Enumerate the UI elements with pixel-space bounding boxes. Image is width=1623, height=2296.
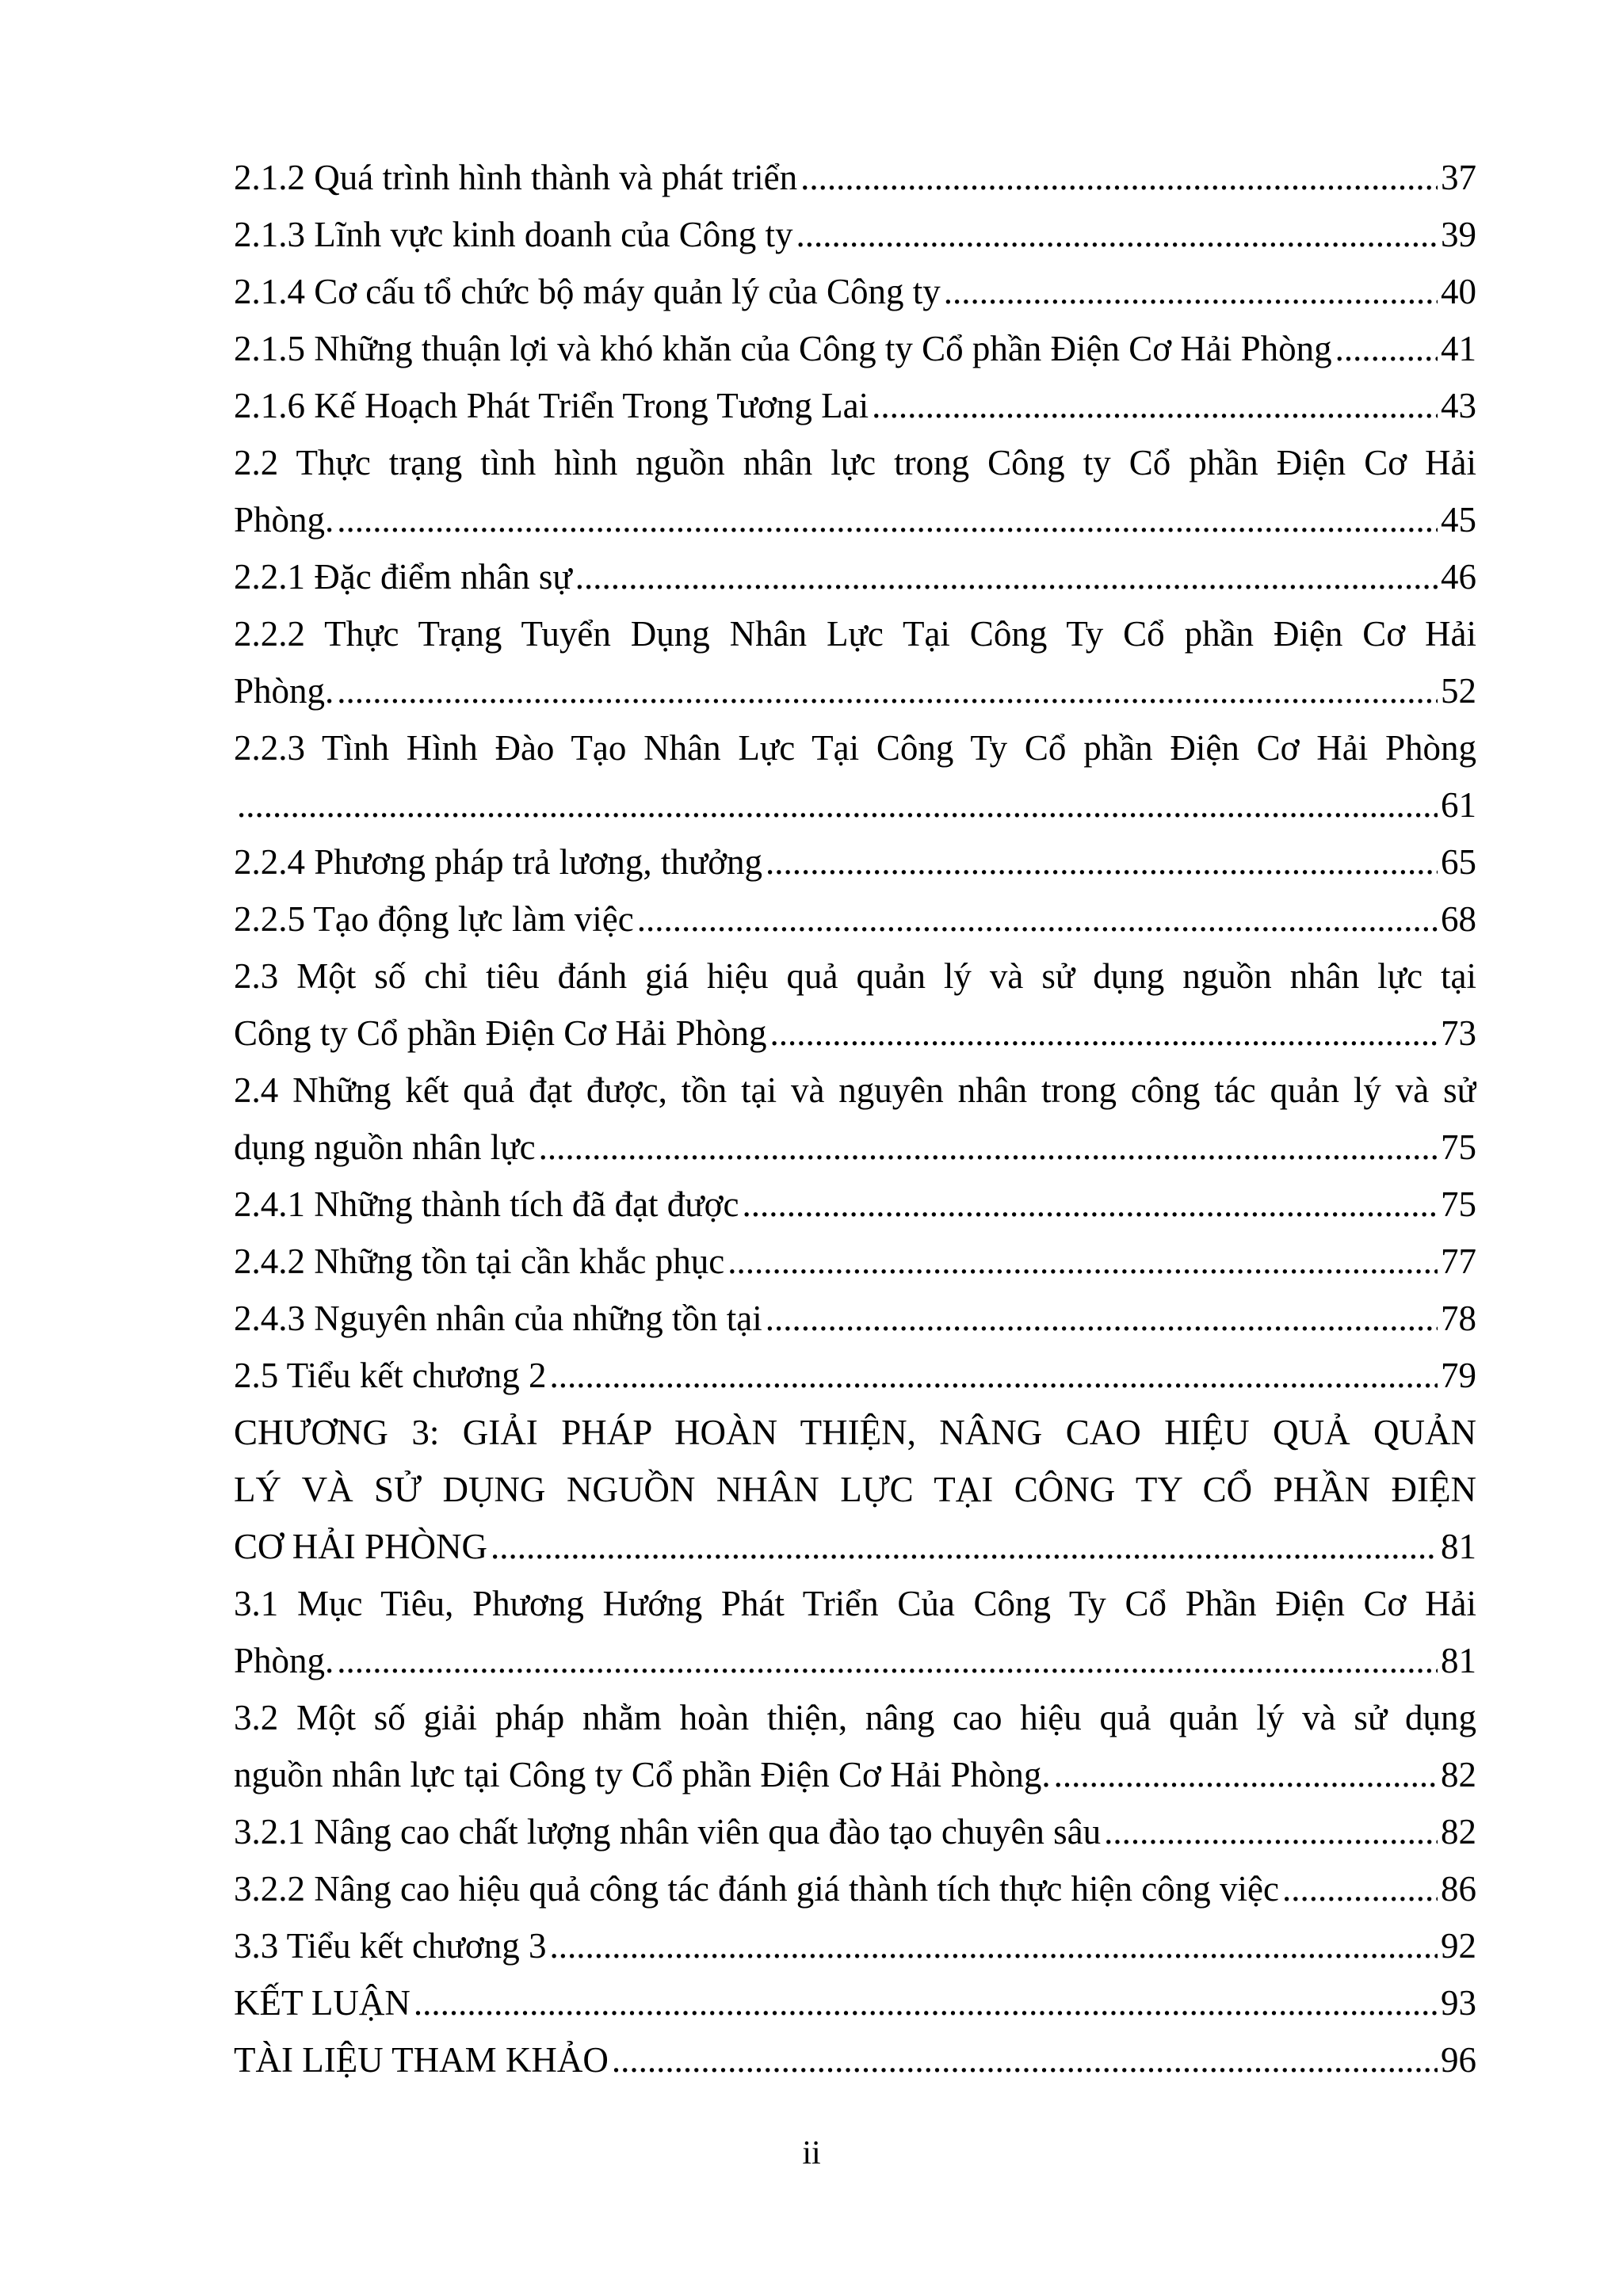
toc-page-number: 73 [1441, 1013, 1476, 1053]
toc-page-number: 81 [1441, 1527, 1476, 1566]
toc-entry-title: Phòng. [234, 1641, 334, 1680]
toc-entry[interactable] [234, 1746, 1476, 1803]
toc-entry[interactable] [234, 1518, 1476, 1575]
toc-entry[interactable] [234, 1917, 1476, 1974]
toc-entry-title: CƠ HẢI PHÒNG [234, 1527, 488, 1566]
toc-leader-dots [727, 1233, 1438, 1290]
toc-entry[interactable] [234, 206, 1476, 263]
toc-entry[interactable] [234, 1290, 1476, 1347]
toc-entry[interactable] [234, 320, 1476, 377]
toc-leader-dots [796, 206, 1438, 263]
toc-page-number: 92 [1441, 1926, 1476, 1966]
toc-entry[interactable] [234, 149, 1476, 206]
toc-entry-title: Phòng. [234, 671, 334, 711]
toc-entry-title: 2.4.3 Nguyên nhân của những tồn tại [234, 1299, 762, 1338]
toc-page-number: 82 [1441, 1755, 1476, 1794]
table-of-contents [234, 149, 1476, 2088]
toc-entry-line: 2.2 Thực trạng tình hình nguồn nhân lực trong Công ty Cổ phần Điện Cơ Hải [234, 443, 1476, 482]
toc-leader-dots [766, 833, 1438, 891]
toc-entry-line: LÝ VÀ SỬ DỤNG NGUỒN NHÂN LỰC TẠI CÔNG TY CỔ PHẦN ĐIỆN [234, 1470, 1476, 1509]
toc-page-number: 79 [1441, 1356, 1476, 1395]
toc-entry-title: 3.3 Tiểu kết chương 3 [234, 1926, 547, 1966]
toc-entry[interactable] [234, 1803, 1476, 1860]
toc-page-number: 46 [1441, 557, 1476, 597]
toc-entry-title: 2.5 Tiểu kết chương 2 [234, 1356, 547, 1395]
toc-leader-dots [414, 1974, 1438, 2031]
toc-leader-dots [575, 548, 1438, 605]
toc-leader-dots [1282, 1860, 1438, 1917]
toc-entry[interactable] [234, 1233, 1476, 1290]
toc-entry-title: 2.2.4 Phương pháp trả lương, thưởng [234, 842, 763, 882]
toc-entry[interactable] [234, 1005, 1476, 1062]
toc-leader-dots [1104, 1803, 1438, 1860]
toc-entry-title: 2.1.4 Cơ cấu tổ chức bộ máy quản lý của Công ty [234, 272, 941, 311]
toc-leader-dots [237, 776, 1438, 833]
toc-entry-title: 2.2.5 Tạo động lực làm việc [234, 899, 634, 939]
toc-entry-line: 2.3 Một số chỉ tiêu đánh giá hiệu quả quản lý và sử dụng nguồn nhân lực tại [234, 956, 1476, 996]
toc-leader-dots [549, 1347, 1438, 1404]
toc-entry-title: 2.4.1 Những thành tích đã đạt được [234, 1184, 739, 1224]
toc-page-number: 75 [1441, 1184, 1476, 1224]
toc-page-number: 37 [1441, 158, 1476, 197]
toc-entry-title: Phòng. [234, 500, 334, 540]
toc-page-number: 41 [1441, 329, 1476, 368]
toc-entry[interactable] [234, 1176, 1476, 1233]
toc-leader-dots [637, 891, 1438, 948]
toc-page-number: 43 [1441, 386, 1476, 425]
toc-entry[interactable] [234, 833, 1476, 891]
toc-entry-title: Công ty Cổ phần Điện Cơ Hải Phòng [234, 1013, 767, 1053]
toc-entry[interactable] [234, 1860, 1476, 1917]
toc-leader-dots [491, 1518, 1438, 1575]
toc-entry-title: 2.1.3 Lĩnh vực kinh doanh của Công ty [234, 215, 793, 254]
toc-entry-title: 2.1.5 Những thuận lợi và khó khăn của Công ty Cổ phần Điện Cơ Hải Phòng [234, 329, 1332, 368]
toc-leader-dots [337, 662, 1438, 719]
toc-page-number: 86 [1441, 1869, 1476, 1909]
toc-entry-line: 2.2.3 Tình Hình Đào Tạo Nhân Lực Tại Công Ty Cổ phần Điện Cơ Hải Phòng [234, 728, 1476, 768]
toc-entry-title: KẾT LUẬN [234, 1983, 411, 2023]
toc-page-number: 75 [1441, 1127, 1476, 1167]
toc-entry[interactable] [234, 377, 1476, 434]
toc-entry[interactable] [234, 1632, 1476, 1689]
toc-leader-dots [337, 491, 1438, 548]
toc-page-number: 78 [1441, 1299, 1476, 1338]
toc-entry-title: 2.4.2 Những tồn tại cần khắc phục [234, 1241, 725, 1281]
toc-page-number: 52 [1441, 671, 1476, 711]
toc-leader-dots [742, 1176, 1438, 1233]
toc-entry[interactable] [234, 1119, 1476, 1176]
toc-page-number: 45 [1441, 500, 1476, 540]
toc-leader-dots [612, 2031, 1438, 2088]
toc-entry-line: 3.1 Mục Tiêu, Phương Hướng Phát Triển Của Công Ty Cổ Phần Điện Cơ Hải [234, 1584, 1476, 1623]
toc-page-number: 65 [1441, 842, 1476, 882]
toc-entry-title: TÀI LIỆU THAM KHẢO [234, 2040, 609, 2080]
toc-page-number: 93 [1441, 1983, 1476, 2023]
toc-entry[interactable] [234, 662, 1476, 719]
toc-leader-dots [549, 1917, 1438, 1974]
toc-page-number: 77 [1441, 1241, 1476, 1281]
toc-entry[interactable] [234, 776, 1476, 833]
toc-entry-title: 2.1.2 Quá trình hình thành và phát triển [234, 158, 798, 197]
toc-leader-dots [337, 1632, 1438, 1689]
toc-leader-dots [944, 263, 1438, 320]
toc-leader-dots [800, 149, 1438, 206]
toc-leader-dots [539, 1119, 1438, 1176]
toc-page-number: 82 [1441, 1812, 1476, 1852]
toc-leader-dots [1054, 1746, 1438, 1803]
toc-page-number: 68 [1441, 899, 1476, 939]
toc-entry-title: 2.1.6 Kế Hoạch Phát Triển Trong Tương Lai [234, 386, 869, 425]
toc-entry-line: 2.2.2 Thực Trạng Tuyển Dụng Nhân Lực Tại Công Ty Cổ phần Điện Cơ Hải [234, 614, 1476, 654]
toc-leader-dots [872, 377, 1438, 434]
toc-entry[interactable] [234, 548, 1476, 605]
toc-entry-line: CHƯƠNG 3: GIẢI PHÁP HOÀN THIỆN, NÂNG CAO HIỆU QUẢ QUẢN [234, 1413, 1476, 1452]
toc-page-number: 39 [1441, 215, 1476, 254]
toc-entry-title: 2.2.1 Đặc điểm nhân sự [234, 557, 572, 597]
toc-entry[interactable] [234, 1347, 1476, 1404]
toc-leader-dots [1335, 320, 1438, 377]
toc-page-number: 96 [1441, 2040, 1476, 2080]
toc-page-number: 61 [1441, 785, 1476, 825]
toc-entry-line: 3.2 Một số giải pháp nhằm hoàn thiện, nâng cao hiệu quả quản lý và sử dụng [234, 1698, 1476, 1737]
toc-page-number: 40 [1441, 272, 1476, 311]
toc-entry[interactable] [234, 2031, 1476, 2088]
page-number: ii [802, 2135, 821, 2172]
toc-entry-line: 2.4 Những kết quả đạt được, tồn tại và nguyên nhân trong công tác quản lý và sử [234, 1070, 1476, 1110]
toc-entry[interactable] [234, 1974, 1476, 2031]
toc-entry-title: 3.2.1 Nâng cao chất lượng nhân viên qua đào tạo chuyên sâu [234, 1812, 1102, 1852]
toc-entry[interactable] [234, 891, 1476, 948]
toc-entry-title: nguồn nhân lực tại Công ty Cổ phần Điện Cơ Hải Phòng. [234, 1755, 1051, 1794]
toc-entry-title: 3.2.2 Nâng cao hiệu quả công tác đánh giá thành tích thực hiện công việc [234, 1869, 1279, 1909]
toc-page-number: 81 [1441, 1641, 1476, 1680]
toc-entry[interactable] [234, 491, 1476, 548]
toc-leader-dots [766, 1290, 1438, 1347]
toc-entry[interactable] [234, 263, 1476, 320]
toc-leader-dots [770, 1005, 1438, 1062]
toc-entry-title: dụng nguồn nhân lực [234, 1127, 536, 1167]
